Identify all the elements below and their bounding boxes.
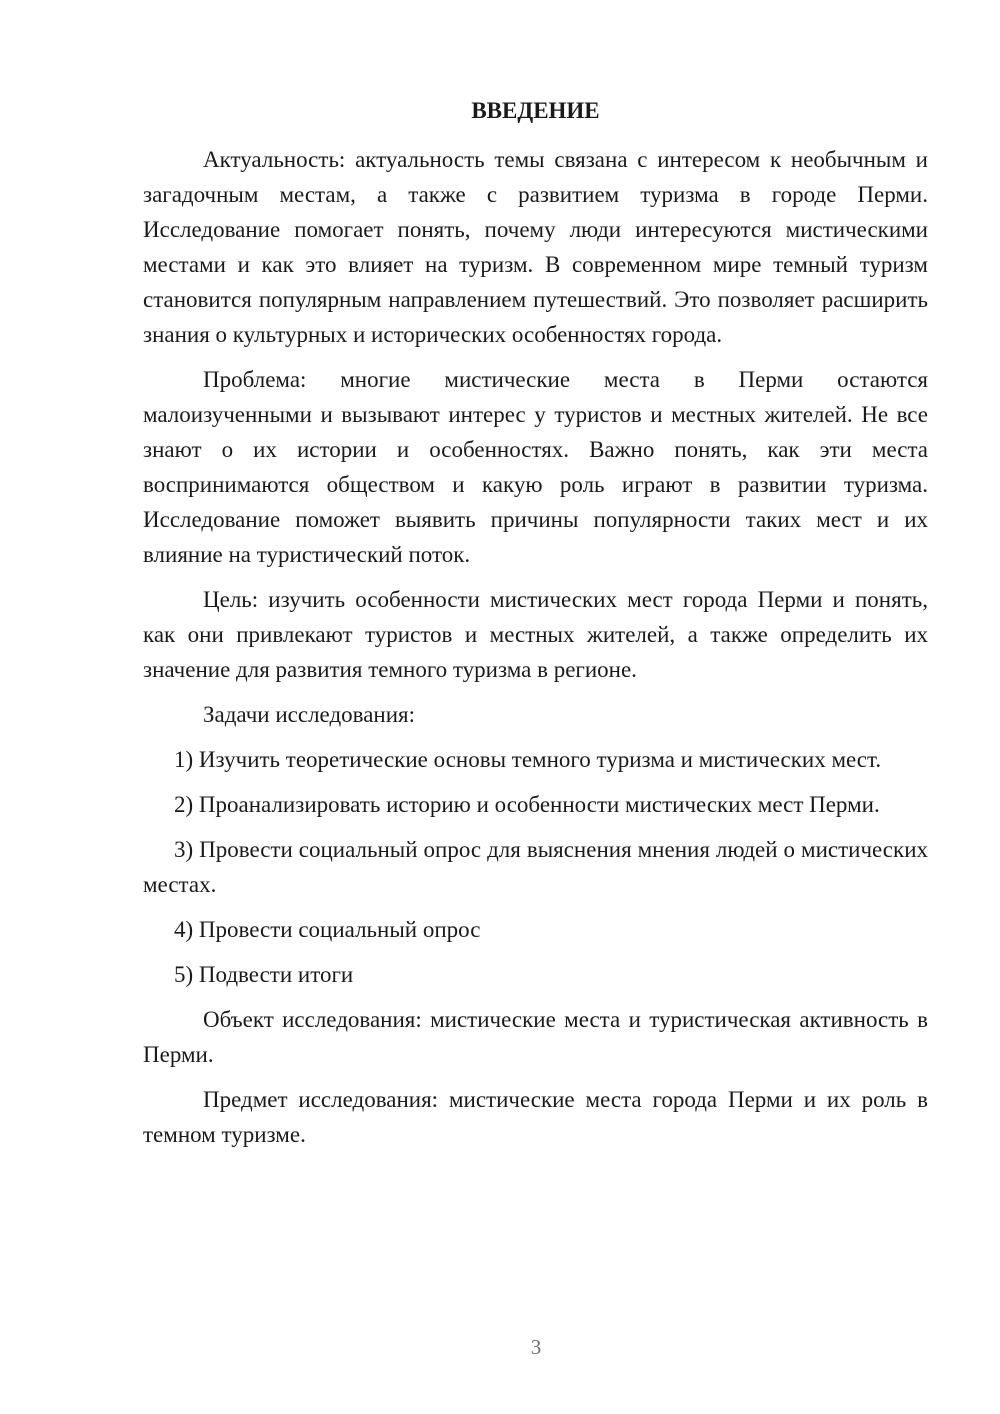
paragraph-subject: Предмет исследования: мистические места города Перми и их роль в темном туризме. xyxy=(143,1087,928,1147)
document-body xyxy=(143,142,928,1162)
task-item: 4) Провести социальный опрос xyxy=(174,917,481,942)
task-item: 1) Изучить теоретические основы темного туризма и мистических мест. xyxy=(174,747,882,772)
paragraph-tasks-heading: Задачи исследования: xyxy=(203,702,416,727)
task-item: 2) Проанализировать историю и особенности мистических мест Перми. xyxy=(174,792,880,817)
paragraph-relevance: Актуальность: актуальность темы связана с интересом к необычным и загадочным местам, а также с развитием туризма в городе Перми. Исследование помогает понять, почему люди интересуются мистическими местами и как это влияет на туризм. В современном мире темный туризм становится популярным направлением путешествий. Это позволяет расширить знания о культурных и исторических особенностях города. xyxy=(143,147,928,347)
task-item: 3) Провести социальный опрос для выяснения мнения людей о мистических местах. xyxy=(143,837,928,897)
task-item: 5) Подвести итоги xyxy=(174,962,354,987)
section-heading: ВВЕДЕНИЕ xyxy=(471,98,600,123)
page-number: 3 xyxy=(530,1335,542,1359)
paragraph-goal: Цель: изучить особенности мистических мест города Перми и понять, как они привлекают туристов и местных жителей, а также определить их значение для развития темного туризма в регионе. xyxy=(143,587,928,682)
paragraph-object: Объект исследования: мистические места и туристическая активность в Перми. xyxy=(143,1007,928,1067)
paragraph-problem: Проблема: многие мистические места в Перми остаются малоизученными и вызывают интерес у туристов и местных жителей. Не все знают о их истории и особенностях. Важно понять, как эти места воспринимаются обществом и какую роль играют в развитии туризма. Исследование поможет выявить причины популярности таких мест и их влияние на туристический поток. xyxy=(143,367,928,567)
